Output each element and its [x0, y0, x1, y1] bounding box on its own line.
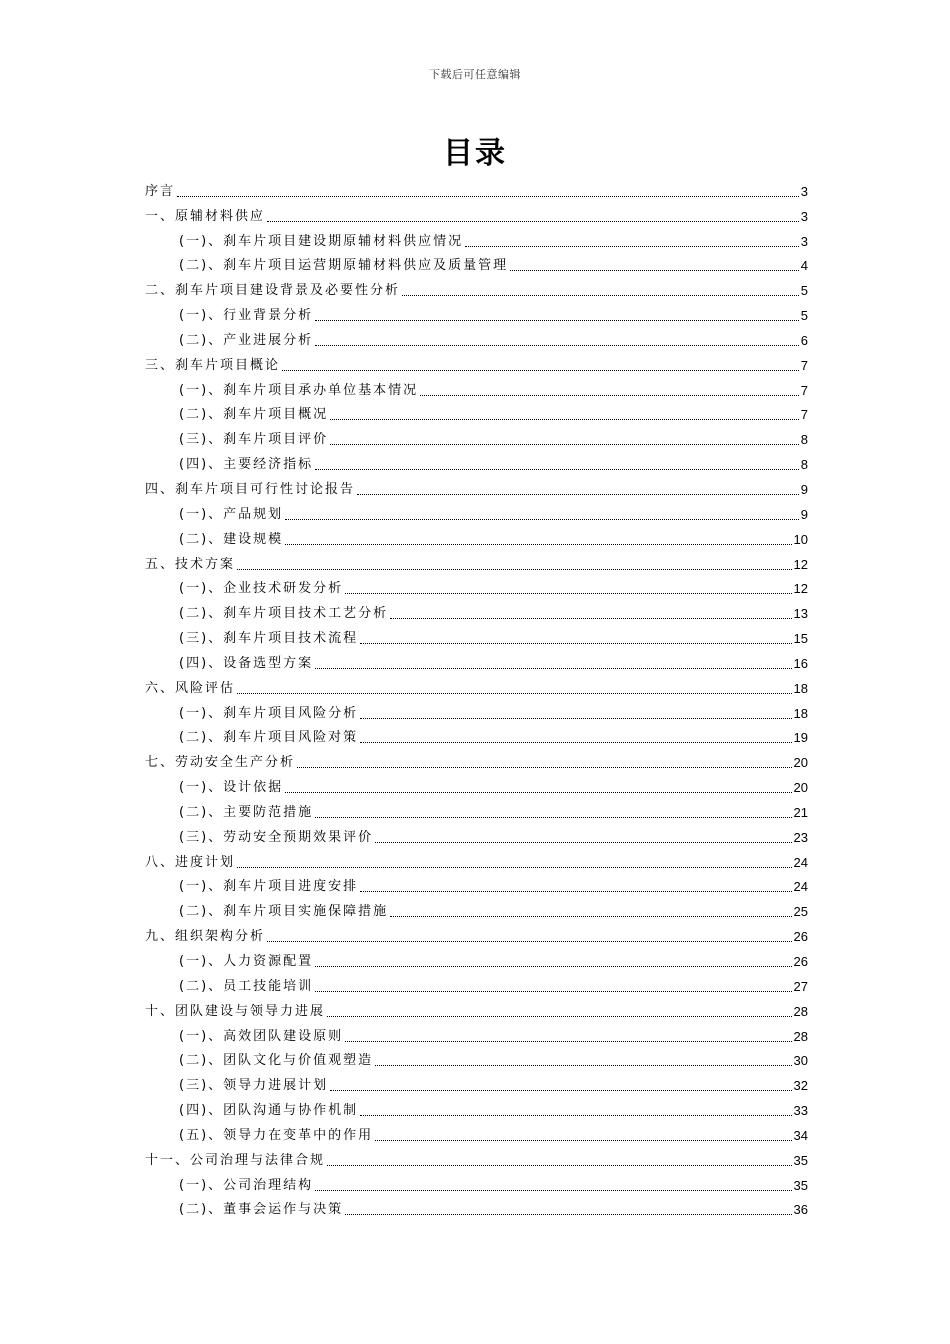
toc-entry[interactable] [145, 1145, 808, 1170]
toc-entry-title: (一)、刹车片项目风险分析 [179, 705, 359, 721]
toc-entry-title: 八、进度计划 [145, 854, 236, 870]
toc-entry-page-number: 8 [800, 432, 808, 448]
toc-entry[interactable] [145, 747, 808, 772]
toc-entry-page-number: 3 [800, 233, 808, 249]
toc-entry-title: (二)、刹车片项目风险对策 [179, 730, 359, 746]
toc-entry-title: 十、团队建设与领导力进展 [145, 1003, 326, 1019]
toc-entry-title: 十一、公司治理与法律合规 [145, 1152, 326, 1168]
toc-entry[interactable] [145, 971, 808, 996]
toc-entry-page-number: 18 [793, 705, 808, 721]
toc-entry-page-number: 10 [793, 531, 808, 547]
toc-dot-leader [282, 370, 799, 371]
toc-dot-leader [420, 395, 799, 396]
toc-entry[interactable] [145, 300, 808, 325]
toc-dot-leader [402, 295, 799, 296]
toc-entry[interactable] [145, 325, 808, 350]
toc-dot-leader [375, 842, 791, 843]
toc-entry-page-number: 16 [793, 655, 808, 671]
toc-dot-leader [315, 345, 799, 346]
toc-entry[interactable] [145, 698, 808, 723]
toc-entry-page-number: 12 [793, 556, 808, 572]
toc-entry[interactable] [145, 1070, 808, 1095]
toc-entry-page-number: 25 [793, 904, 808, 920]
toc-dot-leader [315, 966, 791, 967]
toc-entry-title: (一)、企业技术研发分析 [179, 581, 344, 597]
toc-entry-page-number: 26 [793, 954, 808, 969]
toc-dot-leader [465, 246, 799, 247]
toc-entry-page-number: 9 [800, 506, 808, 522]
toc-entry-page-number: 13 [793, 606, 808, 622]
toc-entry[interactable] [145, 176, 808, 201]
toc-dot-leader [330, 1090, 791, 1091]
toc-entry[interactable] [145, 474, 808, 499]
toc-entry-title: (一)、刹车片项目承办单位基本情况 [179, 382, 419, 398]
toc-entry-page-number: 21 [793, 804, 808, 820]
toc-entry-title: 三、刹车片项目概论 [145, 357, 281, 373]
toc-entry-title: (五)、领导力在变革中的作用 [179, 1127, 374, 1143]
toc-entry[interactable] [145, 524, 808, 549]
toc-entry-page-number: 26 [793, 929, 808, 945]
toc-entry[interactable] [145, 1046, 808, 1071]
toc-entry-title: (四)、设备选型方案 [179, 655, 314, 671]
toc-entry-page-number: 7 [800, 407, 808, 423]
toc-dot-leader [237, 867, 792, 868]
toc-dot-leader [297, 767, 792, 768]
toc-entry-title: (一)、人力资源配置 [179, 954, 314, 969]
toc-entry[interactable] [145, 946, 808, 971]
toc-entry[interactable] [145, 822, 808, 847]
toc-entry[interactable] [145, 1120, 808, 1145]
toc-entry[interactable] [145, 275, 808, 300]
toc-dot-leader [315, 1190, 791, 1191]
toc-dot-leader [315, 668, 791, 669]
toc-dot-leader [285, 544, 791, 545]
toc-entry-page-number: 36 [793, 1202, 808, 1218]
toc-entry[interactable] [145, 251, 808, 276]
toc-entry[interactable] [145, 623, 808, 648]
toc-entry-title: (一)、高效团队建设原则 [179, 1028, 344, 1044]
toc-entry[interactable] [145, 1195, 808, 1220]
toc-entry-page-number: 7 [800, 382, 808, 398]
toc-entry[interactable] [145, 1095, 808, 1120]
toc-dot-leader [177, 196, 799, 197]
toc-dot-leader [315, 991, 791, 992]
toc-dot-leader [237, 569, 792, 570]
toc-dot-leader [285, 792, 791, 793]
toc-entry-title: 七、劳动安全生产分析 [145, 755, 296, 771]
toc-dot-leader [285, 519, 799, 520]
toc-dot-leader [330, 444, 799, 445]
toc-dot-leader [267, 941, 792, 942]
toc-entry[interactable] [145, 598, 808, 623]
toc-dot-leader [360, 742, 791, 743]
toc-entry-page-number: 4 [800, 258, 808, 274]
toc-entry-page-number: 23 [793, 829, 808, 845]
toc-dot-leader [315, 320, 799, 321]
toc-entry-page-number: 34 [793, 1127, 808, 1143]
toc-entry[interactable] [145, 921, 808, 946]
toc-dot-leader [390, 618, 791, 619]
toc-entry-page-number: 30 [793, 1053, 808, 1069]
toc-dot-leader [510, 270, 799, 271]
toc-entry-page-number: 15 [793, 631, 808, 647]
toc-entry-title: (二)、董事会运作与决策 [179, 1202, 344, 1218]
toc-entry-title: (一)、行业背景分析 [179, 308, 314, 324]
toc-entry-title: (一)、刹车片项目进度安排 [179, 879, 359, 895]
toc-entry[interactable] [145, 400, 808, 425]
toc-entry-title: (四)、主要经济指标 [179, 457, 314, 473]
toc-entry-title: (二)、建设规模 [179, 531, 284, 547]
toc-entry[interactable] [145, 350, 808, 375]
toc-entry-page-number: 28 [793, 1028, 808, 1044]
toc-entry[interactable] [145, 226, 808, 251]
toc-dot-leader [360, 643, 791, 644]
toc-dot-leader [330, 419, 799, 420]
toc-dot-leader [360, 1115, 791, 1116]
toc-dot-leader [357, 494, 799, 495]
toc-entry-title: (三)、刹车片项目技术流程 [179, 631, 359, 647]
toc-entry[interactable] [145, 1021, 808, 1046]
toc-entry-page-number: 9 [800, 481, 808, 497]
toc-entry-title: (三)、刹车片项目评价 [179, 432, 329, 448]
toc-entry-page-number: 5 [800, 308, 808, 324]
toc-entry[interactable] [145, 673, 808, 698]
toc-dot-leader [390, 916, 791, 917]
toc-entry-page-number: 35 [793, 1152, 808, 1168]
toc-entry[interactable] [145, 797, 808, 822]
toc-entry-title: 二、刹车片项目建设背景及必要性分析 [145, 283, 401, 299]
toc-dot-leader [327, 1016, 792, 1017]
toc-entry-title: (二)、刹车片项目实施保障措施 [179, 904, 389, 920]
toc-entry-title: (二)、团队文化与价值观塑造 [179, 1053, 374, 1069]
toc-entry-page-number: 27 [793, 978, 808, 994]
toc-entry-page-number: 28 [793, 1003, 808, 1019]
toc-entry-title: 一、原辅材料供应 [145, 208, 266, 224]
toc-entry[interactable] [145, 499, 808, 524]
toc-entry-page-number: 35 [793, 1177, 808, 1193]
toc-entry-title: 九、组织架构分析 [145, 929, 266, 945]
toc-dot-leader [375, 1065, 791, 1066]
toc-dot-leader [345, 1041, 791, 1042]
toc-entry[interactable] [145, 424, 808, 449]
toc-entry[interactable] [145, 574, 808, 599]
toc-entry-page-number: 18 [793, 680, 808, 696]
toc-entry-title: (一)、产品规划 [179, 506, 284, 522]
toc-dot-leader [267, 221, 799, 222]
toc-dot-leader [360, 891, 791, 892]
toc-entry-page-number: 33 [793, 1103, 808, 1119]
toc-entry-page-number: 3 [800, 208, 808, 224]
toc-entry[interactable] [145, 1170, 808, 1195]
toc-entry-title: 四、刹车片项目可行性讨论报告 [145, 481, 356, 497]
toc-entry-page-number: 20 [793, 755, 808, 771]
toc-entry-title: (三)、劳动安全预期效果评价 [179, 829, 374, 845]
toc-entry[interactable] [145, 549, 808, 574]
toc-entry-title: 六、风险评估 [145, 680, 236, 696]
toc-entry-page-number: 3 [800, 183, 808, 199]
toc-entry[interactable] [145, 872, 808, 897]
toc-entry-page-number: 7 [800, 357, 808, 373]
toc-entry-title: (一)、设计依据 [179, 780, 284, 796]
toc-dot-leader [345, 1214, 791, 1215]
table-of-contents [145, 176, 808, 1219]
toc-entry[interactable] [145, 772, 808, 797]
toc-entry[interactable] [145, 449, 808, 474]
toc-dot-leader [315, 469, 799, 470]
toc-entry-title: (二)、刹车片项目技术工艺分析 [179, 606, 389, 622]
toc-entry-title: (一)、刹车片项目建设期原辅材料供应情况 [179, 233, 464, 249]
toc-dot-leader [327, 1165, 792, 1166]
toc-entry[interactable] [145, 723, 808, 748]
toc-dot-leader [237, 693, 792, 694]
toc-entry[interactable] [145, 896, 808, 921]
toc-entry-page-number: 32 [793, 1078, 808, 1094]
toc-entry-page-number: 5 [800, 283, 808, 299]
toc-entry[interactable] [145, 996, 808, 1021]
toc-entry[interactable] [145, 847, 808, 872]
toc-entry-title: (二)、刹车片项目概况 [179, 407, 329, 423]
toc-entry-page-number: 19 [793, 730, 808, 746]
toc-entry-title: (二)、员工技能培训 [179, 978, 314, 994]
toc-dot-leader [375, 1140, 791, 1141]
page-header: 下载后可任意编辑 [429, 68, 521, 81]
toc-entry-title: 五、技术方案 [145, 556, 236, 572]
toc-entry-title: (一)、公司治理结构 [179, 1177, 314, 1193]
toc-entry[interactable] [145, 648, 808, 673]
toc-entry-page-number: 6 [800, 332, 808, 348]
toc-dot-leader [345, 593, 791, 594]
page-title: 目录 [443, 136, 507, 171]
toc-entry-page-number: 24 [793, 854, 808, 870]
toc-entry-page-number: 20 [793, 780, 808, 796]
toc-entry-page-number: 12 [793, 581, 808, 597]
toc-entry-title: (四)、团队沟通与协作机制 [179, 1103, 359, 1119]
toc-entry-title: (二)、主要防范措施 [179, 804, 314, 820]
toc-entry[interactable] [145, 201, 808, 226]
toc-entry-title: (三)、领导力进展计划 [179, 1078, 329, 1094]
toc-entry[interactable] [145, 375, 808, 400]
toc-dot-leader [315, 817, 791, 818]
toc-entry-title: (二)、产业进展分析 [179, 332, 314, 348]
toc-dot-leader [360, 718, 791, 719]
toc-entry-page-number: 8 [800, 457, 808, 473]
toc-entry-title: (二)、刹车片项目运营期原辅材料供应及质量管理 [179, 258, 509, 274]
toc-entry-page-number: 24 [793, 879, 808, 895]
toc-entry-title: 序言 [145, 183, 176, 199]
